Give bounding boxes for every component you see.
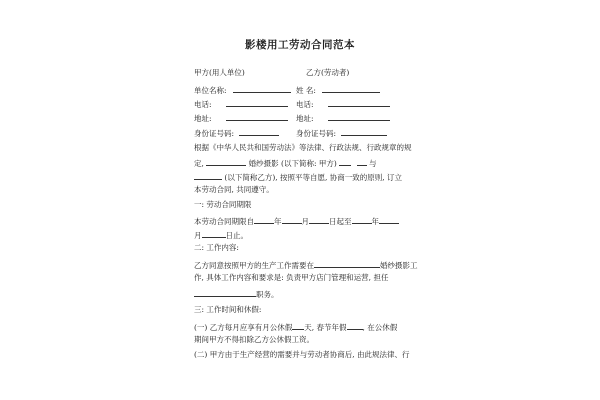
para1-l2-a: 定, <box>194 159 204 168</box>
work-location-blank <box>314 259 380 268</box>
work-type-label: 婚纱摄影工 <box>380 261 418 270</box>
end-day-blank <box>202 229 226 238</box>
para1-l3-a: (以下简称乙方), 按照平等自愿, 协商一致的原则, 订立 <box>224 173 403 182</box>
leave-policy-label: , 在公休假 <box>362 323 398 332</box>
position-label: 职务。 <box>256 290 279 299</box>
unit-name-row <box>194 84 291 96</box>
day-until-label: 日起至 <box>329 217 352 226</box>
para1-blank-a <box>339 157 351 166</box>
section2-line1 <box>194 259 418 271</box>
page-title: 影楼用工劳动合同范本 <box>245 39 355 51</box>
month-label-1: 月 <box>301 217 309 226</box>
month-label-2: 月 <box>194 231 202 240</box>
unit-name-label: 单位名称: <box>194 86 227 95</box>
end-year-blank <box>352 215 372 224</box>
para1-line4: 本劳动合同, 共同遵守。 <box>194 185 274 194</box>
phone-a-label: 电话: <box>194 100 212 109</box>
position-blank <box>194 288 256 297</box>
para1-blank-b <box>357 157 367 166</box>
name-label: 姓 名: <box>296 86 316 95</box>
year-label-1: 年 <box>274 217 282 226</box>
section1-line2 <box>194 229 248 241</box>
employer-name-blank <box>206 157 246 166</box>
section2-title: 二: 工作内容: <box>194 243 239 252</box>
end-month-blank <box>379 215 399 224</box>
leave-days-blank <box>292 321 304 330</box>
phone-a-blank <box>226 98 288 107</box>
name-blank <box>322 84 380 93</box>
section1-line1 <box>194 215 399 227</box>
employee-name-blank <box>194 171 222 180</box>
work-location-label: 乙方同意按照甲方的生产工作需要在 <box>194 261 314 270</box>
section3-line1 <box>194 321 397 333</box>
section3-title: 三: 工作时间和休假: <box>194 305 262 314</box>
address-a-blank <box>226 112 288 121</box>
section1-title: 一: 劳动合同期限 <box>194 200 252 209</box>
term-start-label: 本劳动合同期限自 <box>194 217 254 226</box>
start-year-blank <box>254 215 274 224</box>
address-b-blank <box>328 112 390 121</box>
section3-line2: 期间甲方不得扣除乙方公休假工资。 <box>194 335 314 344</box>
para1-line2 <box>194 157 377 169</box>
phone-a-row <box>194 98 288 110</box>
id-a-label: 身份证号码: <box>194 129 235 138</box>
id-b-row <box>296 127 387 139</box>
leave-days-label: (一) 乙方每月应享有月公休假 <box>194 323 293 332</box>
address-b-label: 地址: <box>296 114 314 123</box>
id-b-label: 身份证号码: <box>296 129 337 138</box>
start-day-blank <box>309 215 329 224</box>
spring-leave-label: 天, 春节年假 <box>304 323 347 332</box>
address-b-row <box>296 112 390 124</box>
section2-line2: 作, 具体工作内容和要求是: 负责甲方店门管理和运营, 担任 <box>194 273 389 282</box>
section3-line3: (二) 甲方由于生产经营的需要并与劳动者协商后, 由此规法律、行 <box>194 350 410 359</box>
unit-name-blank <box>233 84 291 93</box>
para1-line3 <box>194 171 402 183</box>
year-label-2: 年 <box>371 217 379 226</box>
address-a-row <box>194 112 288 124</box>
para1-line1: 根据《中华人民共和国劳动法》等法律、行政法规、行政规章的规 <box>194 143 412 152</box>
party-b-header: 乙方(劳动者) <box>306 68 350 77</box>
day-end-label: 日止。 <box>225 231 248 240</box>
address-a-label: 地址: <box>194 114 212 123</box>
party-a-header: 甲方(用人单位) <box>194 68 245 77</box>
phone-b-row <box>296 98 390 110</box>
id-b-blank <box>341 127 387 136</box>
start-month-blank <box>282 215 302 224</box>
phone-b-blank <box>328 98 390 107</box>
phone-b-label: 电话: <box>296 100 314 109</box>
id-a-blank <box>239 127 279 136</box>
id-a-row <box>194 127 279 139</box>
spring-leave-blank <box>347 321 363 330</box>
para1-l2-c: 与 <box>369 159 377 168</box>
name-row <box>296 84 380 96</box>
section2-line3 <box>194 288 279 300</box>
para1-l2-b: 婚纱摄影 (以下简称: 甲方) <box>248 159 337 168</box>
